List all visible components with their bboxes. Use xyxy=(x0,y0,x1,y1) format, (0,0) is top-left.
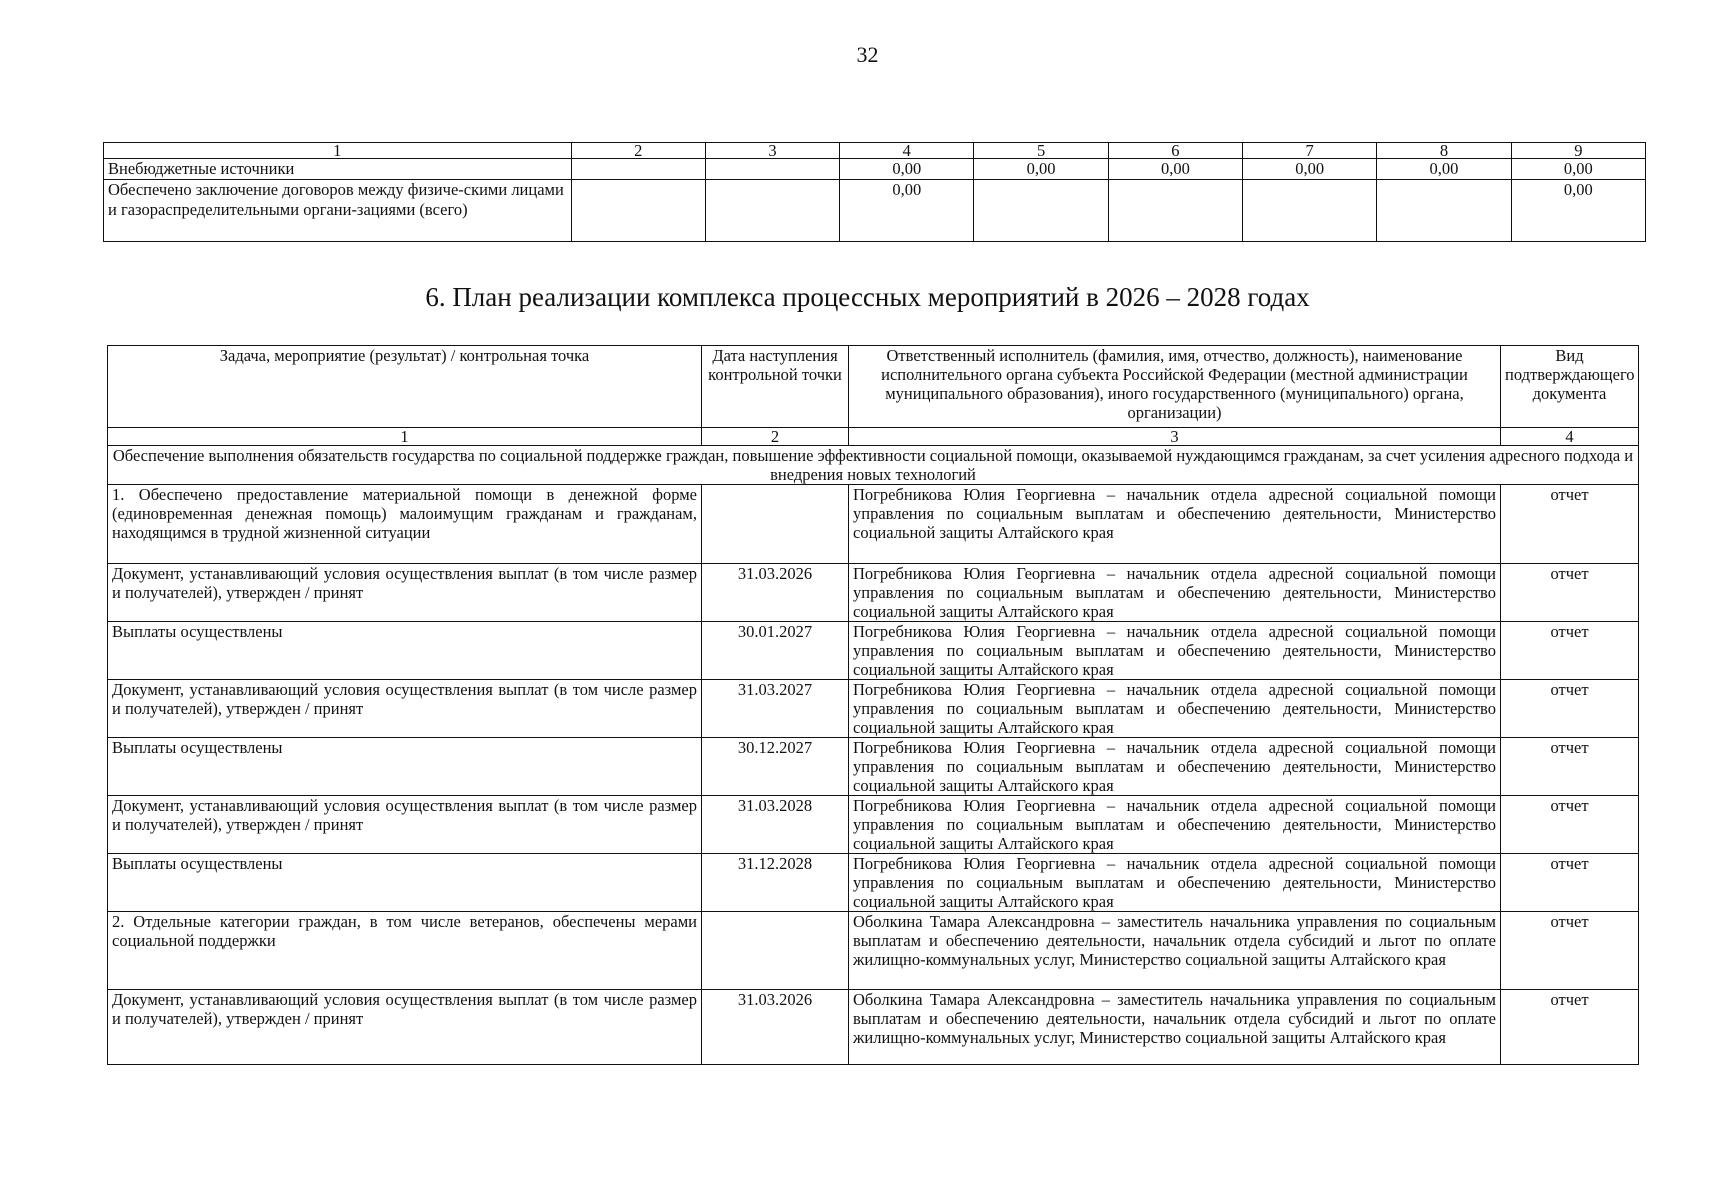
header-cell: 1 xyxy=(104,143,572,159)
header-date: Дата наступления контрольной точки xyxy=(702,346,849,428)
date-cell: 30.12.2027 xyxy=(702,738,849,796)
task-cell: Документ, устанавливающий условия осуществления выплат (в том числе размер и получателей), утвержден / принят xyxy=(108,680,702,738)
document-cell: отчет xyxy=(1501,485,1639,564)
table-row xyxy=(108,485,1639,564)
row-label: Внебюджетные источники xyxy=(104,159,572,180)
table-row xyxy=(104,159,1646,180)
table-row xyxy=(108,738,1639,796)
responsible-cell: Погребникова Юлия Георгиевна – начальник отдела адресной социальной помощи управления по социальным выплатам и обеспечению деятельности, Министерство социальной защиты Алтайского края xyxy=(849,680,1501,738)
date-cell: 31.03.2026 xyxy=(702,564,849,622)
document-cell: отчет xyxy=(1501,796,1639,854)
table-cell xyxy=(571,159,705,180)
table-cell: 0,00 xyxy=(1511,159,1645,180)
table-row xyxy=(108,796,1639,854)
table-cell: 0,00 xyxy=(840,180,974,242)
column-number: 4 xyxy=(1501,428,1639,446)
header-cell: 8 xyxy=(1377,143,1511,159)
responsible-cell: Погребникова Юлия Георгиевна – начальник отдела адресной социальной помощи управления по социальным выплатам и обеспечению деятельности, Министерство социальной защиты Алтайского края xyxy=(849,622,1501,680)
funding-table xyxy=(103,142,1646,242)
table-row xyxy=(108,990,1639,1065)
plan-table-header-row xyxy=(108,346,1639,428)
header-cell: 2 xyxy=(571,143,705,159)
task-cell: Документ, устанавливающий условия осуществления выплат (в том числе размер и получателей), утвержден / принят xyxy=(108,796,702,854)
task-cell: Выплаты осуществлены xyxy=(108,854,702,912)
table-cell xyxy=(1108,180,1242,242)
task-cell: 1. Обеспечено предоставление материальной помощи в денежной форме (единовременная денежная помощь) малоимущим гражданам и гражданам, находящимся в трудной жизненной ситуации xyxy=(108,485,702,564)
table-row xyxy=(108,622,1639,680)
task-cell: 2. Отдельные категории граждан, в том числе ветеранов, обеспечены мерами социальной поддержки xyxy=(108,912,702,990)
column-number-row xyxy=(108,428,1639,446)
table-row xyxy=(108,912,1639,990)
section-title: 6. План реализации комплекса процессных мероприятий в 2026 – 2028 годах xyxy=(425,282,1310,312)
header-cell: 7 xyxy=(1243,143,1377,159)
column-number: 2 xyxy=(702,428,849,446)
table-cell xyxy=(571,180,705,242)
table-row xyxy=(108,854,1639,912)
date-cell: 31.03.2028 xyxy=(702,796,849,854)
date-cell: 31.12.2028 xyxy=(702,854,849,912)
table-row xyxy=(108,564,1639,622)
row-label: Обеспечено заключение договоров между физиче-скими лицами и газораспределительными органи-зациями (всего) xyxy=(104,180,572,242)
plan-table xyxy=(107,345,1639,1065)
document-cell: отчет xyxy=(1501,912,1639,990)
document-cell: отчет xyxy=(1501,622,1639,680)
header-task: Задача, мероприятие (результат) / контрольная точка xyxy=(108,346,702,428)
table-cell xyxy=(705,180,839,242)
table-cell: 0,00 xyxy=(1511,180,1645,242)
table-cell: 0,00 xyxy=(1243,159,1377,180)
document-cell: отчет xyxy=(1501,990,1639,1065)
table-cell: 0,00 xyxy=(1377,159,1511,180)
table-cell: 0,00 xyxy=(840,159,974,180)
date-cell xyxy=(702,912,849,990)
document-cell: отчет xyxy=(1501,564,1639,622)
responsible-cell: Оболкина Тамара Александровна – заместитель начальника управления по социальным выплатам и обеспечению деятельности, начальник отдела субсидий и льгот по оплате жилищно-коммунальных услуг, Министерство социальной защиты Алтайского края xyxy=(849,990,1501,1065)
header-cell: 5 xyxy=(974,143,1108,159)
header-responsible: Ответственный исполнитель (фамилия, имя, отчество, должность), наименование исполнительного органа субъекта Российской Федерации (местной администрации муниципального образования), иного государственного (муниципального) органа, организации) xyxy=(849,346,1501,428)
header-cell: 3 xyxy=(705,143,839,159)
table-cell: 0,00 xyxy=(1108,159,1242,180)
responsible-cell: Погребникова Юлия Георгиевна – начальник отдела адресной социальной помощи управления по социальным выплатам и обеспечению деятельности, Министерство социальной защиты Алтайского края xyxy=(849,564,1501,622)
header-cell: 6 xyxy=(1108,143,1242,159)
section-row xyxy=(108,446,1639,485)
header-cell: 9 xyxy=(1511,143,1645,159)
responsible-cell: Погребникова Юлия Георгиевна – начальник отдела адресной социальной помощи управления по социальным выплатам и обеспечению деятельности, Министерство социальной защиты Алтайского края xyxy=(849,796,1501,854)
date-cell xyxy=(702,485,849,564)
task-cell: Выплаты осуществлены xyxy=(108,738,702,796)
responsible-cell: Погребникова Юлия Георгиевна – начальник отдела адресной социальной помощи управления по социальным выплатам и обеспечению деятельности, Министерство социальной защиты Алтайского края xyxy=(849,738,1501,796)
table-cell: 0,00 xyxy=(974,159,1108,180)
column-number: 1 xyxy=(108,428,702,446)
task-cell: Документ, устанавливающий условия осуществления выплат (в том числе размер и получателей), утвержден / принят xyxy=(108,990,702,1065)
date-cell: 30.01.2027 xyxy=(702,622,849,680)
table-cell xyxy=(1377,180,1511,242)
document-cell: отчет xyxy=(1501,738,1639,796)
funding-table-header-row xyxy=(104,143,1646,159)
document-cell: отчет xyxy=(1501,680,1639,738)
table-row xyxy=(104,180,1646,242)
document-cell: отчет xyxy=(1501,854,1639,912)
task-cell: Выплаты осуществлены xyxy=(108,622,702,680)
responsible-cell: Погребникова Юлия Георгиевна – начальник отдела адресной социальной помощи управления по социальным выплатам и обеспечению деятельности, Министерство социальной защиты Алтайского края xyxy=(849,854,1501,912)
header-document: Вид подтверждающего документа xyxy=(1501,346,1639,428)
section-row-text: Обеспечение выполнения обязательств государства по социальной поддержке граждан, повышение эффективности социальной помощи, оказываемой нуждающимся гражданам, за счет усиления адресного подхода и внедрения новых технологий xyxy=(108,446,1639,485)
responsible-cell: Оболкина Тамара Александровна – заместитель начальника управления по социальным выплатам и обеспечению деятельности, начальник отдела субсидий и льгот по оплате жилищно-коммунальных услуг, Министерство социальной защиты Алтайского края xyxy=(849,912,1501,990)
table-cell xyxy=(705,159,839,180)
table-row xyxy=(108,680,1639,738)
page-number: 32 xyxy=(856,42,879,67)
responsible-cell: Погребникова Юлия Георгиевна – начальник отдела адресной социальной помощи управления по социальным выплатам и обеспечению деятельности, Министерство социальной защиты Алтайского края xyxy=(849,485,1501,564)
table-cell xyxy=(1243,180,1377,242)
header-cell: 4 xyxy=(840,143,974,159)
task-cell: Документ, устанавливающий условия осуществления выплат (в том числе размер и получателей), утвержден / принят xyxy=(108,564,702,622)
date-cell: 31.03.2027 xyxy=(702,680,849,738)
date-cell: 31.03.2026 xyxy=(702,990,849,1065)
column-number: 3 xyxy=(849,428,1501,446)
table-cell xyxy=(974,180,1108,242)
